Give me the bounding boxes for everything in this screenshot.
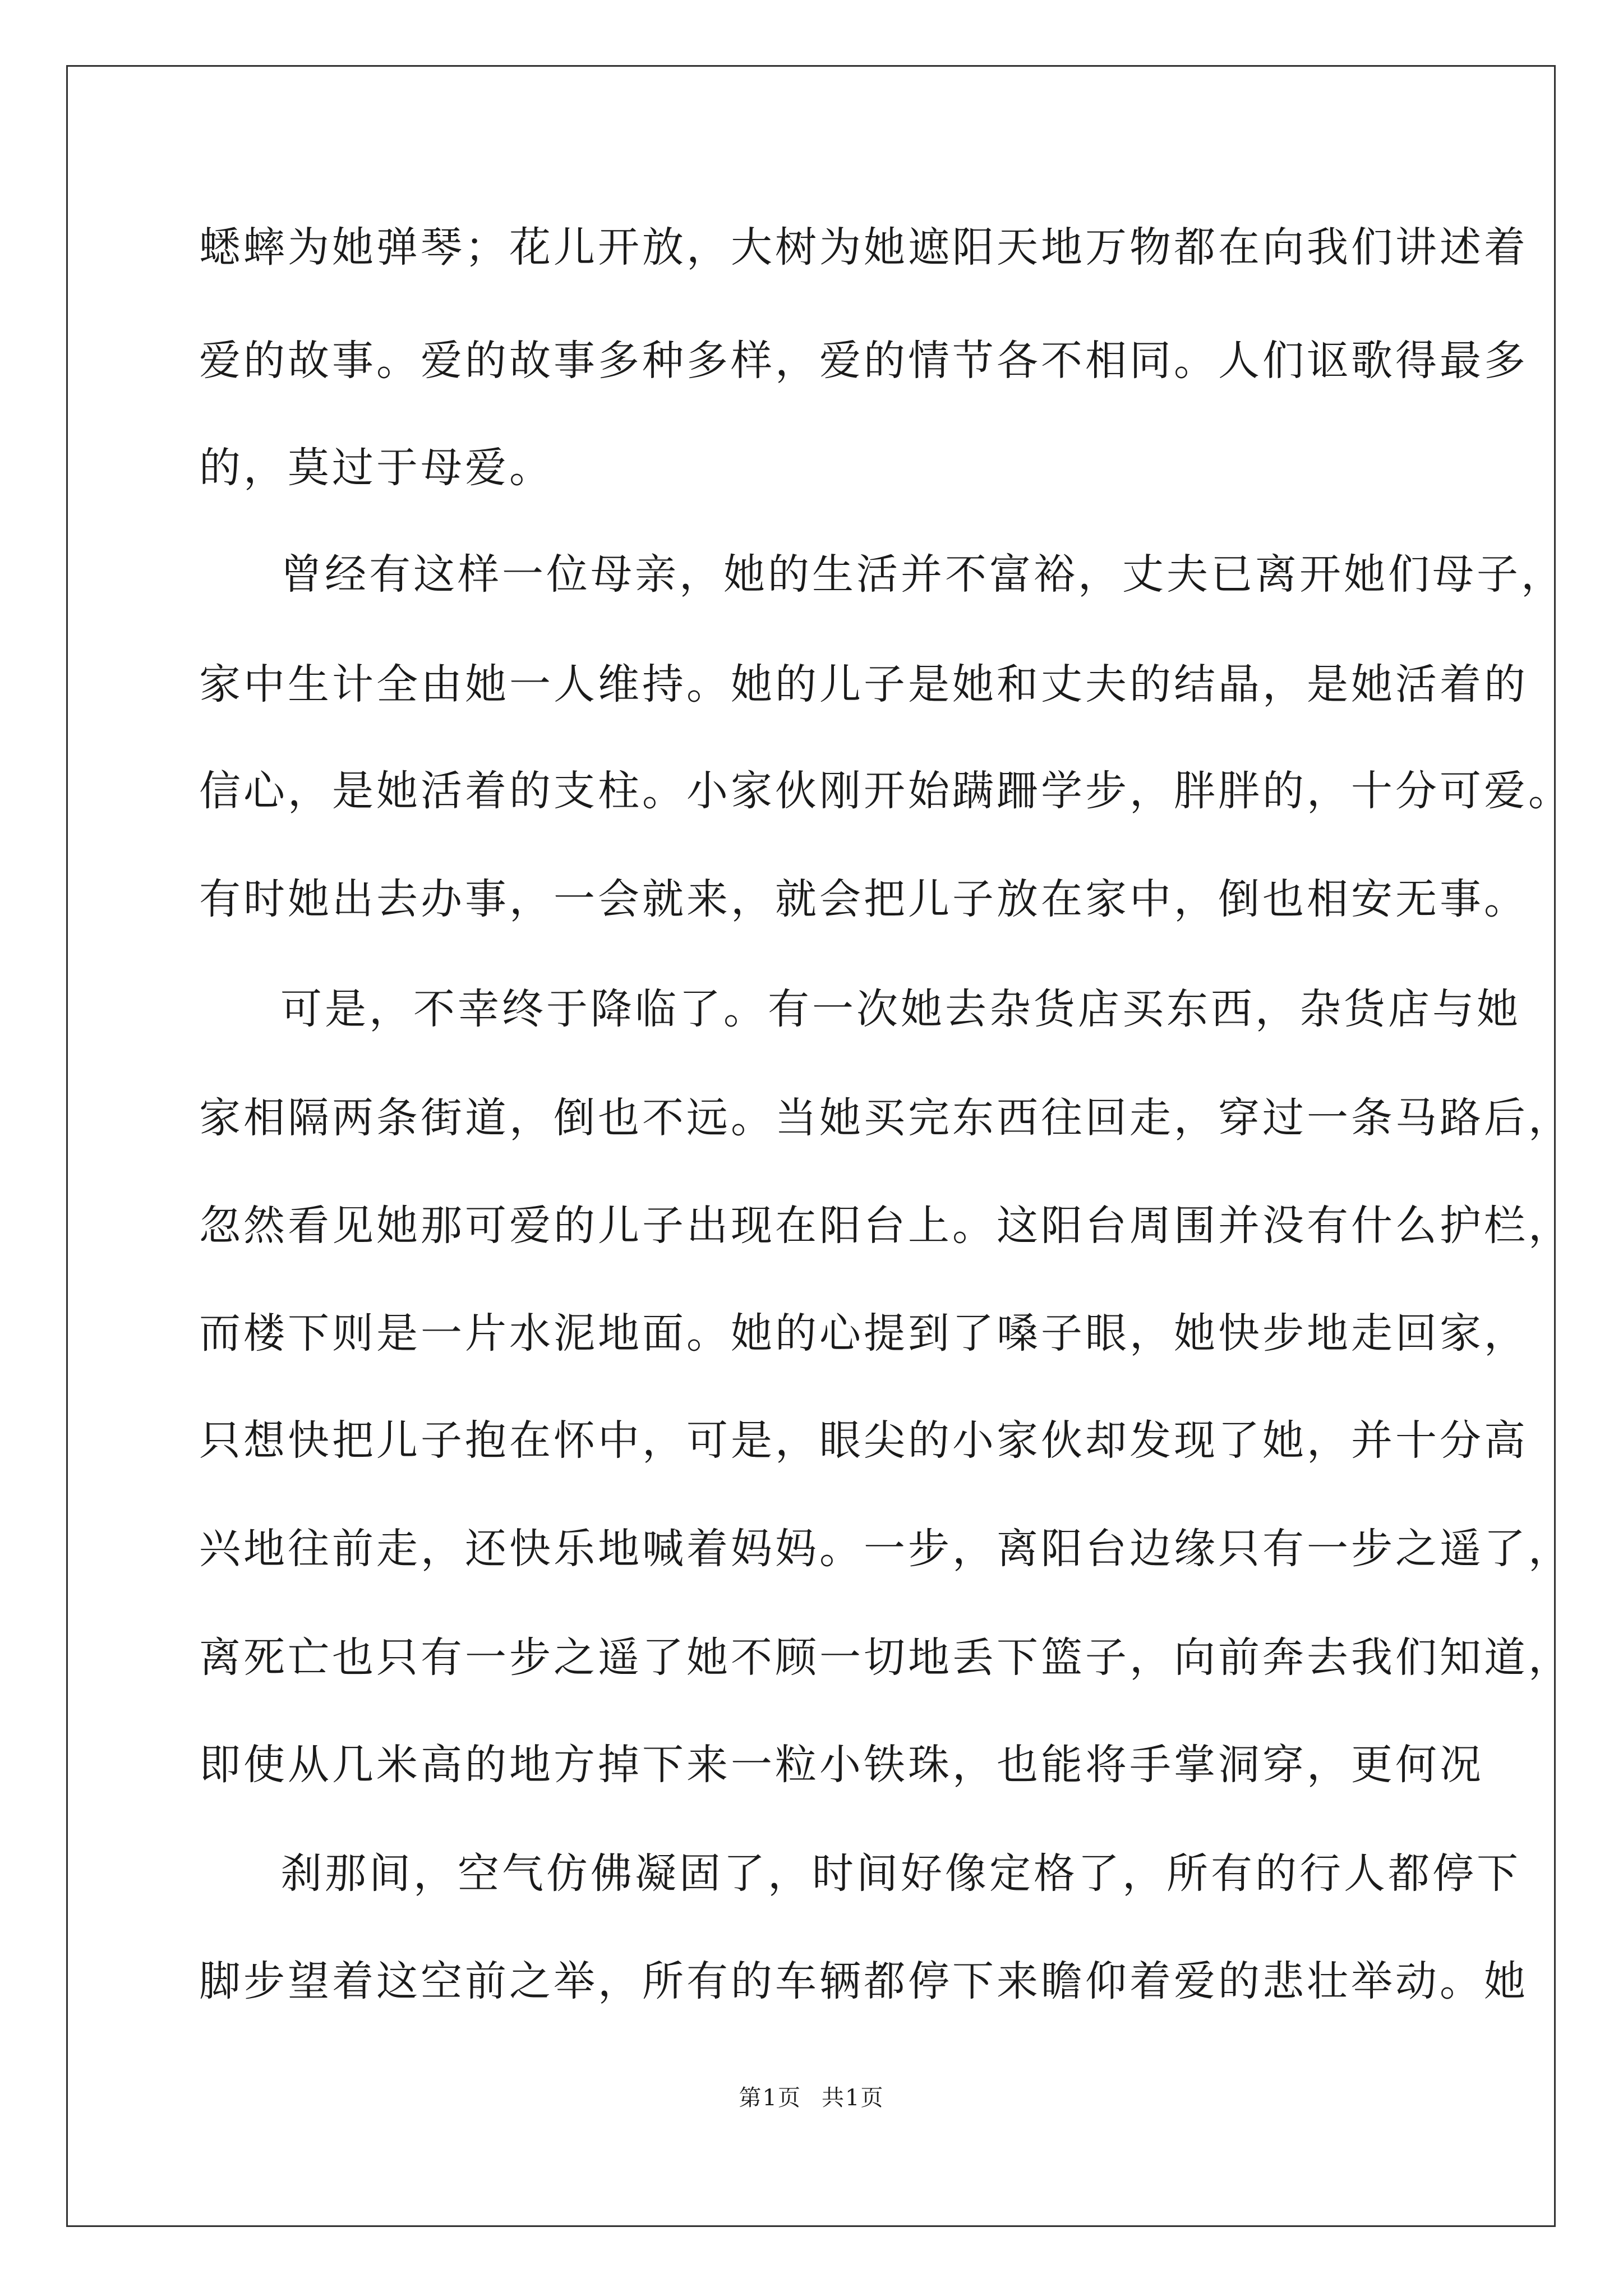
text-line-12: 只想快把儿子抱在怀中，可是，眼尖的小家伙却发现了她，并十分高 [199,1416,1528,1465]
text-line-4: 曾经有这样一位母亲，她的生活并不富裕，丈夫已离开她们母子， [280,550,1565,599]
text-line-8: 可是，不幸终于降临了。有一次她去杂货店买东西，杂货店与她 [280,985,1521,1033]
text-line-5: 家中生计全由她一人维持。她的儿子是她和丈夫的结晶，是她活着的 [199,660,1528,708]
text-line-6: 信心，是她活着的支柱。小家伙刚开始蹒跚学步，胖胖的，十分可爱。 [199,767,1573,815]
text-line-17: 脚步望着这空前之举，所有的车辆都停下来瞻仰着爱的悲壮举动。她 [199,1957,1528,2005]
text-line-2: 爱的故事。爱的故事多种多样，爱的情节各不相同。人们讴歌得最多 [199,337,1528,385]
text-line-13: 兴地往前走，还快乐地喊着妈妈。一步，离阳台边缘只有一步之遥了， [199,1525,1573,1573]
text-line-7: 有时她出去办事，一会就来，就会把儿子放在家中，倒也相安无事。 [199,875,1528,923]
text-line-15: 即使从几米高的地方掉下来一粒小铁珠，也能将手掌洞穿，更何况 [199,1741,1484,1789]
page-total: 共1页 [822,2085,884,2111]
text-line-10: 忽然看见她那可爱的儿子出现在阳台上。这阳台周围并没有什么护栏， [199,1202,1573,1250]
text-line-16: 刹那间，空气仿佛凝固了，时间好像定格了，所有的行人都停下 [280,1849,1521,1898]
text-line-11: 而楼下则是一片水泥地面。她的心提到了嗓子眼，她快步地走回家， [199,1309,1528,1358]
page-footer [0,2081,1623,2115]
page-number: 第1页 [739,2085,801,2111]
text-line-9: 家相隔两条街道，倒也不远。当她买完东西往回走，穿过一条马路后， [199,1094,1573,1142]
text-line-1: 蟋蟀为她弹琴；花儿开放，大树为她遮阳天地万物都在向我们讲述着 [199,223,1528,272]
text-line-3: 的，莫过于母爱。 [199,444,554,492]
text-line-14: 离死亡也只有一步之遥了她不顾一切地丢下篮子，向前奔去我们知道， [199,1634,1573,1682]
